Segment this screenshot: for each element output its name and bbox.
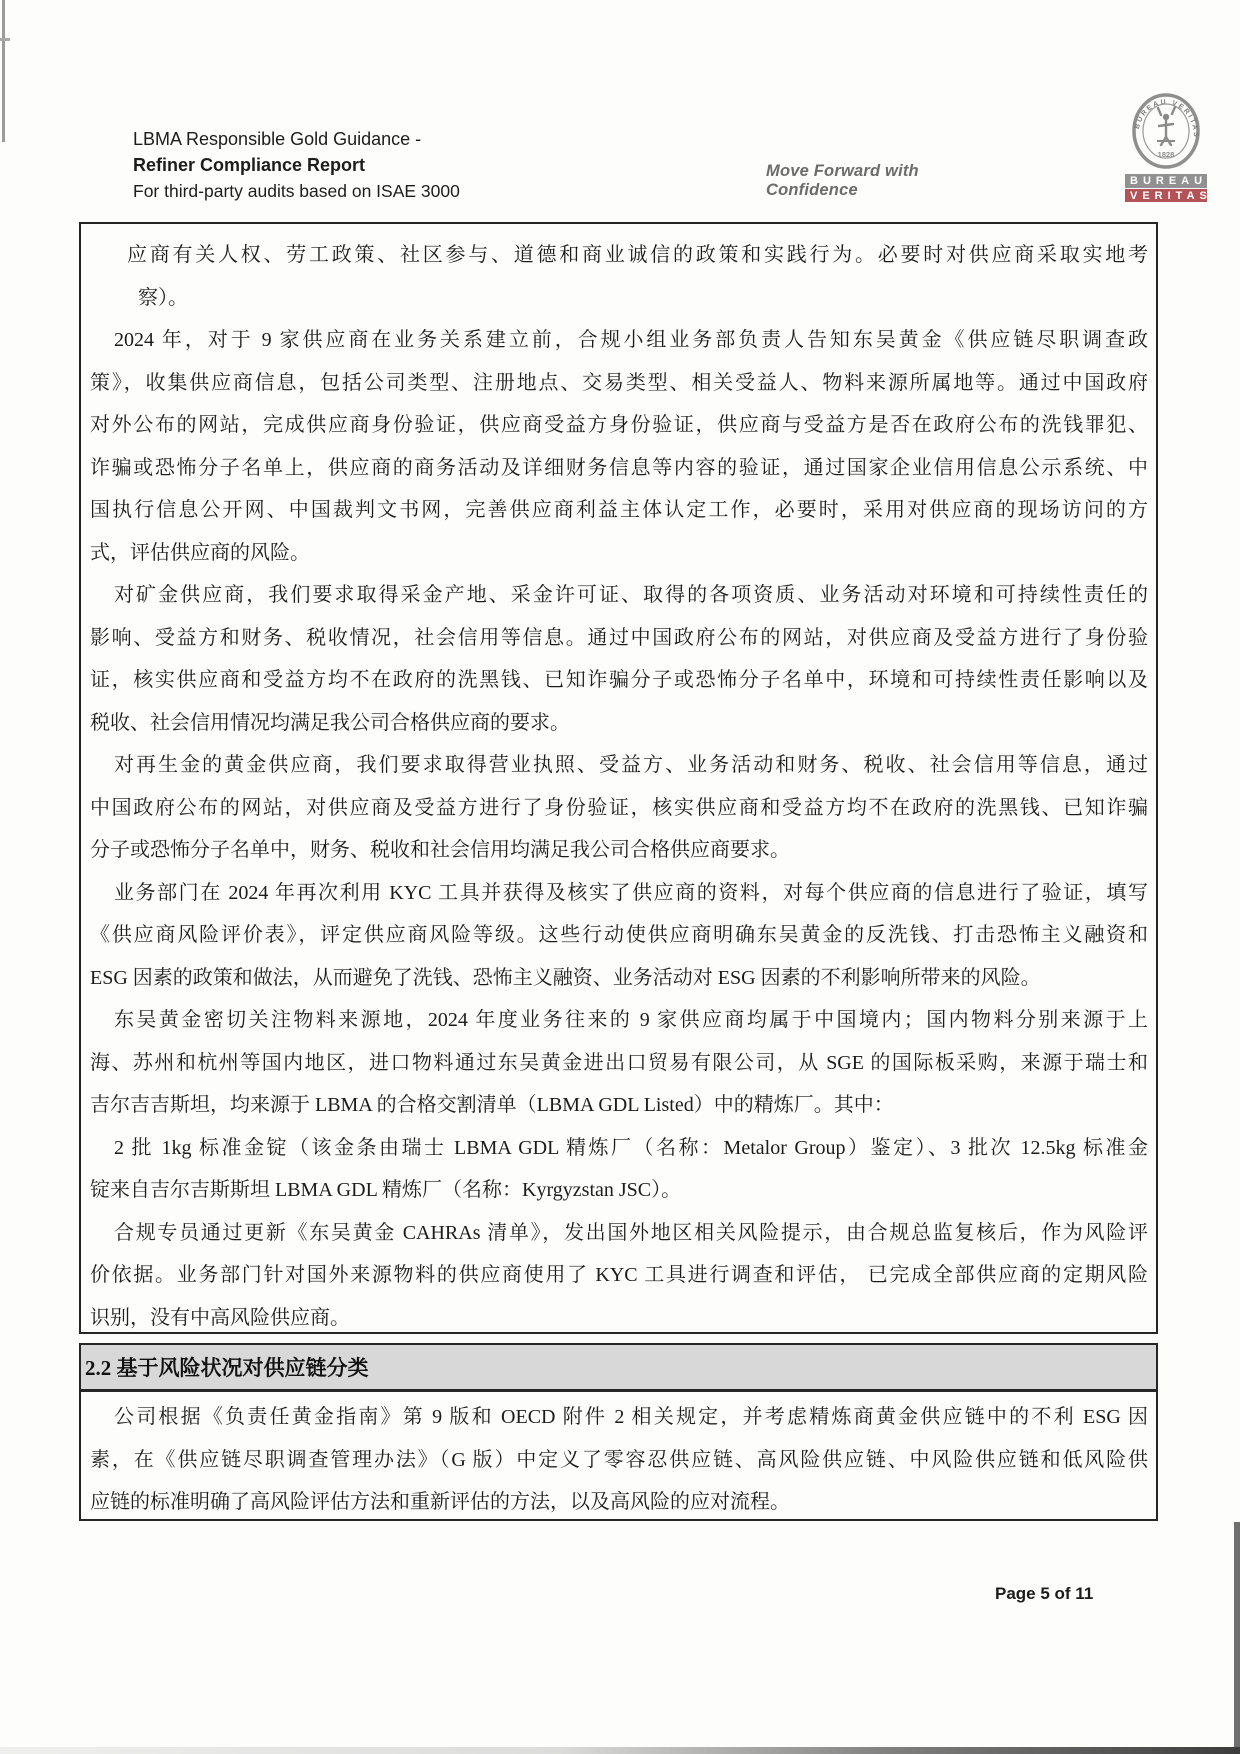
text-line: 应链的标准明确了高风险评估方法和重新评估的方法，以及高风险的应对流程。 — [90, 1491, 790, 1513]
scan-artifact-left-tick — [0, 38, 10, 41]
text-line: 国执行信息公开网、中国裁判文书网，完善供应商利益主体认定工作，必要时，采用对供应商的现场访问的方 — [90, 499, 1148, 521]
section-heading: 2.2 基于风险状况对供应链分类 — [85, 1356, 369, 1380]
text-line: 2 批 1kg 标准金锭（该金条由瑞士 LBMA GDL 精炼厂（名称：Metalor Group）鉴定）、3 批次 12.5kg 标准金 — [114, 1136, 1148, 1159]
text-line: 中国政府公布的网站，对供应商及受益方进行了身份验证，核实供应商和受益方均不在政府的洗黑钱、已知诈骗 — [90, 796, 1148, 819]
emblem-year-text: 1828 — [1157, 150, 1175, 159]
text-line: 识别，没有中高风险供应商。 — [90, 1306, 350, 1329]
text-line: 素，在《供应链尽职调查管理办法》（G 版）中定义了零容忍供应链、高风险供应链、中风险供应链和低风险供 — [90, 1448, 1148, 1471]
text-line: 对外公布的网站，完成供应商身份验证，供应商受益方身份验证，供应商与受益方是否在政府公布的洗钱罪犯、 — [90, 414, 1148, 436]
report-title-line2: Refiner Compliance Report — [133, 155, 366, 175]
text-line: 分子或恐怖分子名单中，财务、税收和社会信用均满足我公司合格供应商要求。 — [90, 839, 790, 861]
main-text-box — [79, 222, 1158, 1334]
text-line: 察）。 — [138, 286, 188, 309]
text-line: 证，核实供应商和受益方均不在政府的洗黑钱、已知诈骗分子或恐怖分子名单中，环境和可持续性责任影响以及 — [90, 669, 1148, 691]
scan-artifact-right-edge — [1234, 1522, 1240, 1754]
text-line: 对矿金供应商，我们要求取得采金产地、采金许可证、取得的各项资质、业务活动对环境和可持续性责任的 — [114, 584, 1148, 606]
text-line: 锭来自吉尔吉斯斯坦 LBMA GDL 精炼厂（名称：Kyrgyzstan JSC）。 — [90, 1179, 682, 1201]
section-heading-box — [79, 1343, 1158, 1391]
text-line: 应商有关人权、劳工政策、社区参与、道德和商业诚信的政策和实践行为。必要时对供应商采取实地考 — [127, 244, 1148, 266]
bureau-veritas-logo — [1124, 93, 1212, 202]
text-line: 式，评估供应商的风险。 — [90, 541, 310, 564]
text-line: 策》，收集供应商信息，包括公司类型、注册地点、交易类型、相关受益人、物料来源所属地等。通过中国政府 — [90, 371, 1148, 394]
text-line: 2024 年，对于 9 家供应商在业务关系建立前，合规小组业务部负责人告知东吴黄金《供应链尽职调查政 — [114, 329, 1148, 351]
text-line: 海、苏州和杭州等国内地区，进口物料通过东吴黄金进出口贸易有限公司，从 SGE 的国际板采购，来源于瑞士和 — [90, 1051, 1148, 1074]
scan-artifact-bottom-edge — [0, 1747, 1240, 1754]
bureau-bar-label: BUREAU — [1125, 174, 1207, 188]
text-line: 东吴黄金密切关注物料来源地，2024 年度业务往来的 9 家供应商均属于中国境内；国内物料分别来源于上 — [114, 1009, 1148, 1031]
report-title-line3: For third-party audits based on ISAE 3000 — [133, 181, 460, 201]
text-line: 吉尔吉吉斯坦，均来源于 LBMA 的合格交割清单（LBMA GDL Listed）中的精炼厂。其中： — [90, 1094, 894, 1116]
report-header-titles — [133, 126, 653, 204]
text-line: 业务部门在 2024 年再次利用 KYC 工具并获得及核实了供应商的资料，对每个供应商的信息进行了验证，填写 — [114, 881, 1148, 904]
text-line: 公司根据《负责任黄金指南》第 9 版和 OECD 附件 2 相关规定，并考虑精炼商黄金供应链中的不利 ESG 因 — [114, 1406, 1148, 1428]
text-line: ESG 因素的政策和做法，从而避免了洗钱、恐怖主义融资、业务活动对 ESG 因素的不利影响所带来的风险。 — [90, 966, 1041, 989]
scan-artifact-left-line — [2, 0, 5, 142]
veritas-bar-label: VERITAS — [1125, 189, 1207, 203]
text-line: 价依据。业务部门针对国外来源物料的供应商使用了 KYC 工具进行调查和评估， 已完成全部供应商的定期风险 — [90, 1264, 1148, 1286]
text-line: 税收、社会信用情况均满足我公司合格供应商的要求。 — [90, 711, 570, 734]
page-number: Page 5 of 11 — [995, 1584, 1094, 1603]
text-line: 影响、受益方和财务、税收情况，社会信用等信息。通过中国政府公布的网站，对供应商及受益方进行了身份验 — [90, 626, 1148, 649]
text-line: 对再生金的黄金供应商，我们要求取得营业执照、受益方、业务活动和财务、税收、社会信用等信息，通过 — [114, 754, 1148, 776]
section-body-box — [79, 1390, 1158, 1521]
bureau-veritas-emblem-icon — [1128, 93, 1204, 171]
emblem-ring-text: BUREAU VERITAS — [1133, 98, 1200, 139]
text-line: 《供应商风险评价表》，评定供应商风险等级。这些行动使供应商明确东吴黄金的反洗钱、打击恐怖主义融资和 — [90, 924, 1148, 946]
text-line: 合规专员通过更新《东吴黄金 CAHRAs 清单》，发出国外地区相关风险提示，由合规总监复核后，作为风险评 — [114, 1221, 1148, 1244]
report-title-line1: LBMA Responsible Gold Guidance - — [133, 129, 422, 149]
brand-tagline: Move Forward with Confidence — [766, 162, 919, 199]
text-line: 诈骗或恐怖分子名单上，供应商的商务活动及详细财务信息等内容的验证，通过国家企业信用信息公示系统、中 — [90, 456, 1148, 479]
